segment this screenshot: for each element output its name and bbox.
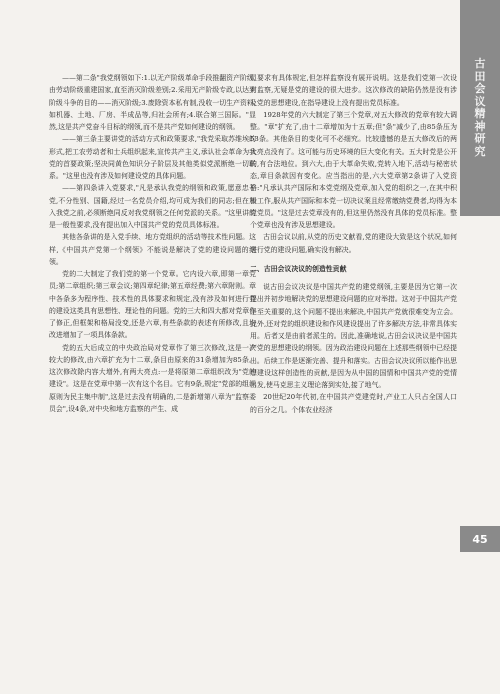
right-paragraph: 说古田会议决议是中国共产党的建党纲领,主要是因为它第一次提出并初步地解决党的思想建设问题的应对举措。这对于中国共产党是至关重要的,这个问题不提出来解决,中国共产党就很难变为立会。此外,还对党的组织建设和作风建设提出了许多解决方法,非常具体实用。后者又是由前者派生的。因此,准确地说,古田会议决议是中国共产党的思想建设的纲领。因为政治建设问题在上述那些纲领中已经提出。后续工作是逐渐完善、提升和落实。古田会议决议所以能作出思想建设这样创造性的贡献,是因为从中国的国情和中国共产党的党情出发,使马克思主义理论落到实处,接了地气。 (250, 283, 457, 389)
section-heading: 二、古田会议决议的创造性贡献 (250, 264, 347, 273)
left-paragraph: ——第三条主要讲党的活动方式和政策要求,"我党采取苏维埃的形式,把工农劳动者和士兵组织起来,宣传共产主义,承认社会革命为我党的首要政策;坚决同黄色知识分子阶层及其他类似党派断绝一切联系。"这里也没有涉及如何建设党的具体问题。 (49, 135, 256, 180)
right-paragraph: 古田会议以前,从党的历史文献看,党的建设大致是这个状况,如何进行党的建设问题,确实没有解决。 (250, 233, 457, 254)
left-paragraph: ——第二条"我党纲领如下:1.以无产阶级革命手段推翻资产阶级,由劳动阶级重建国家,直至消灭阶级差别;2.采用无产阶级专政,以达到阶级斗争的目的——消灭阶级;3.废除资本私有制,没收一切生产资料,如机器、土地、厂房、半成品等,归社会所有;4.联合第三国际。"显然,这是共产党奋斗目标的纲领,而不是共产党如何建设的纲领。 (49, 74, 256, 131)
right-paragraph: 员要求有具体规定,但怎样监察没有展开说明。这是我们党第一次设有监察,无疑是党的建设的很大进步。这次修改的缺陷仍然是没有涉及党的思想建设,在指导建设上没有提出党员标准。 (250, 74, 457, 107)
left-paragraph: 党的五大后成立的中央政治局对党章作了第三次修改,这是一次较大的修改,由六章扩充为十二章,条目由原来的31条增加为85条。这次修改除内容大增外,有两大亮点:一是将原第二章组织改为"党的建设"。这是在党章中第一次有这个名目。它有9条,规定"党部的组织原则为民主集中制",这是过去没有明确的,二是新增第八章为"监察委员会",设4条,对中央和地方监察的产生、成 (49, 343, 256, 413)
left-paragraph: ——第四条讲入党要求,"凡是承认我党的纲领和政策,愿意忠于党,不分性别、国籍,经过一名党员介绍,均可成为我们的同志;但在加入我党之前,必须断绝同反对我党纲领之任何党派的关系。"这里讲的是一般性要求,没有提出加入中国共产党的党员具体标准。 (49, 184, 256, 229)
page-number: 45 (460, 526, 500, 552)
right-paragraph: 20世纪20年代初,在中国共产党建党时,产业工人只占全国人口的百分之几。个体农业经济 (250, 393, 457, 414)
left-paragraph: 其他各条讲的是入党手续、地方党组织的活动等技术性问题。这样,《中国共产党第一个纲领》不能说是解决了党的建设问题的纲领。 (49, 233, 256, 266)
right-column (250, 72, 457, 416)
right-paragraph: 1928年党的六大制定了第三个党章,对五大修改的党章有较大调整。"章"扩充了,由十二章增加为十五章;但"条"减少了,由85条压为53条。其他条目的变化可不必细究。比较遗憾的是五大修改后的两大亮点没有了。这可能与历史环境的巨大变化有关。五大时党是公开的,有合法地位。到六大,由于大革命失败,党转入地下,活动与秘密状态,章目条款因有变化。应当指出的是,六大党章第2条讲了入党资格:"凡承认共产国际和本党党纲及党章,加入党的组织之一,在其中积极工作,服从共产国际和本党一切决议案且经常缴纳党费者,均得为本党党员。"这是过去党章没有的,但这里仍然没有具体的党员标准。整个党章也没有涉及思想建设。 (250, 110, 457, 229)
sidebar-tab (460, 0, 500, 216)
left-paragraph: 党的二大制定了我们党的第一个党章。它内设六章,即第一章党员;第二章组织;第三章会议;第四章纪律;第五章经费;第六章附则。章中各条多为程序性、技术性的具体要求和规定,没有涉及如何进行党的建设这类具有思想性、理论性的问题。党的三大和四大都对党章作了修正,但框架和格局没变,还是六章,有些条款的表述有所修改,且均改进增加了一项具体条款。 (49, 270, 256, 340)
sidebar-title: 古田会议精神研究 (474, 57, 486, 158)
left-column (49, 72, 256, 415)
